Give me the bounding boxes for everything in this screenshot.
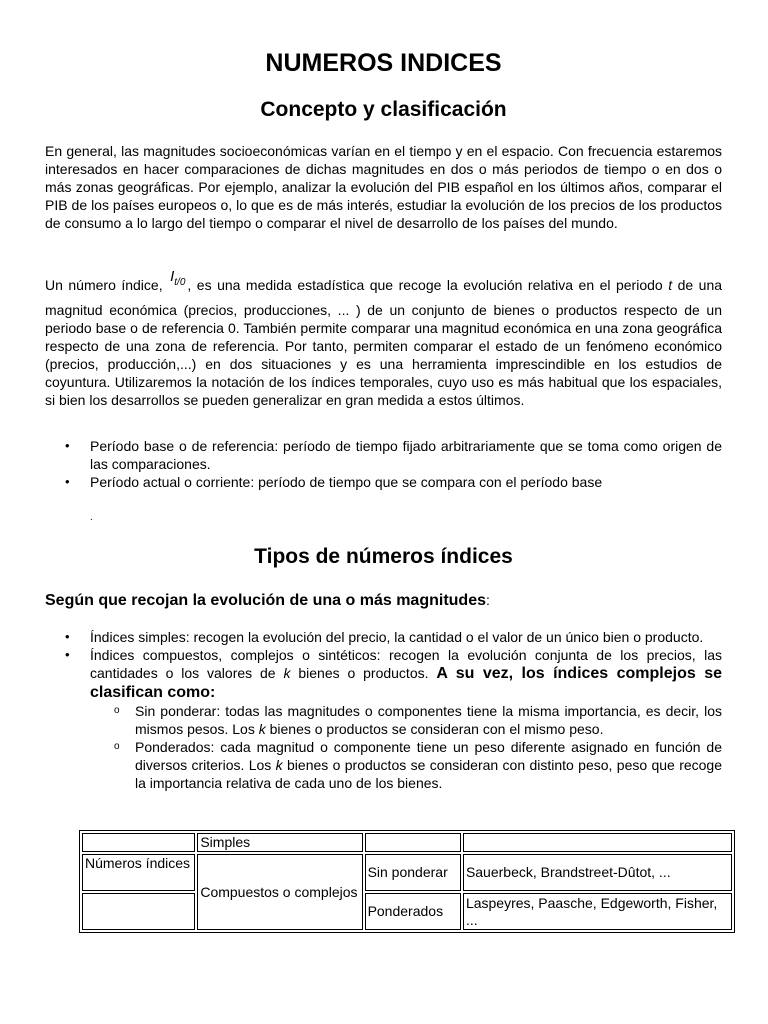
table-cell: Números índices (82, 854, 195, 891)
definition-part-a: , es una medida estadística que recoge la evolución relativa en el periodo (187, 277, 663, 293)
compound-bold-text: A su vez, los índices complejos se clasifican como: (90, 665, 722, 701)
table-cell: Sauerbeck, Brandstreet-Dûtot, ... (463, 854, 732, 891)
k-symbol: k (275, 757, 283, 773)
definition-part-b: de una magnitud económica (precios, producciones, ... ) de un conjunto de bienes o productos respecto de un periodo base o de referencia 0. También permite comparar una magnitud económica en una zona geográfica respecto de una zona de referencia. Por tanto, permiten comparar el estado de un fenómeno económico (precios, producción,...) en dos situaciones y es una herramienta imprescindible en los estudios de coyuntura. Utilizaremos la notación de los índices temporales, cuyo uso es más habitual que los espaciales, si bien los desarrollos se pueden generalizar en gran medida a estos últimos. (45, 277, 723, 408)
list-item-current-period: • Período actual o corriente: período de tiempo que se compara con el período base (45, 473, 722, 491)
compound-text-b: bienes o productos. (298, 665, 429, 681)
table-cell: Ponderados (365, 893, 461, 930)
unweighted-text-a: Sin ponderar: todas las magnitudes o componentes tiene la misma importancia, es decir, los mismos pesos. Los (135, 703, 722, 737)
periods-list (45, 437, 722, 491)
table-cell (365, 833, 461, 852)
section-subtitle-text: Según que recojan la evolución de una o más magnitudes (45, 592, 486, 609)
k-symbol: k (283, 665, 291, 681)
section-subtitle-concept: Concepto y clasificación (260, 98, 507, 121)
document-title: NUMEROS INDICES (265, 49, 502, 77)
section-title-types: Tipos de números índices (254, 545, 513, 568)
table-row (82, 854, 732, 891)
types-list (45, 628, 722, 792)
weighted-text-b: bienes o productos se consideran con distinto peso, peso que recoge la importancia relativa de cada uno de los bienes. (135, 757, 723, 791)
table-cell: Simples (197, 833, 362, 852)
weighted-text-a: Ponderados: cada magnitud o componente tiene un peso diferente asignado en función de diversos criterios. Los (135, 739, 722, 773)
table-row (82, 833, 732, 852)
index-symbol (170, 268, 186, 288)
compound-text-a: Índices compuestos, complejos o sintéticos: recogen la evolución conjunta de los precios, las cantidades o los valores de (90, 647, 722, 681)
section-subtitle-colon: : (485, 592, 490, 608)
table-cell (463, 833, 732, 852)
list-item-weighted (90, 738, 722, 792)
period-t: t (668, 277, 673, 293)
list-item-unweighted (90, 702, 722, 738)
index-symbol-letter: I (170, 268, 175, 285)
stray-dot: . (90, 512, 93, 523)
section-subtitle-magnitudes (45, 589, 490, 612)
table-cell (82, 893, 195, 930)
unweighted-text-b: bienes o productos se consideran con el mismo peso. (269, 721, 604, 737)
list-item-compound (45, 646, 722, 792)
index-classification-table (79, 830, 735, 933)
list-item-simple: • Índices simples: recogen la evolución del precio, la cantidad o el valor de un único bien o producto. (45, 628, 722, 646)
definition-lead: Un número índice, (45, 277, 163, 293)
list-item-base-period: • Período base o de referencia: período de tiempo fijado arbitrariamente que se toma como origen de las comparaciones. (45, 437, 722, 473)
table-row (82, 893, 732, 930)
compound-sublist (90, 702, 722, 792)
definition-paragraph (45, 268, 723, 409)
table-cell: Compuestos o complejos (197, 854, 362, 930)
k-symbol: k (258, 721, 266, 737)
table-cell (82, 833, 195, 852)
table-cell: Laspeyres, Paasche, Edgeworth, Fisher, ... (463, 893, 732, 930)
intro-paragraph: En general, las magnitudes socioeconómicas varían en el tiempo y en el espacio. Con frecuencia estaremos interesados en hacer comparaciones de dichas magnitudes en dos o más periodos de tiempo o en dos o más zonas geográficas. Por ejemplo, analizar la evolución del PIB español en los últimos años, comparar el PIB de los países europeos o, lo que es de más interés, estudiar la evolución de los precios de los productos de consumo a lo largo del tiempo o comparar el nivel de desarrollo de los países del mundo. (45, 143, 722, 231)
table-cell: Sin ponderar (365, 854, 461, 891)
index-symbol-subscript: t/0 (174, 277, 186, 288)
